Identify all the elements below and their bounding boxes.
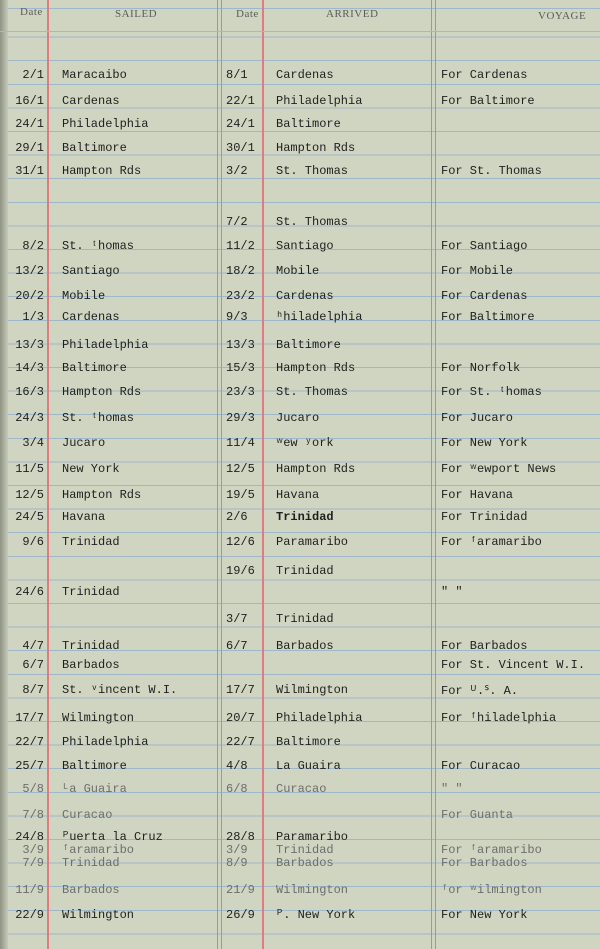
header-sailed: SAILED (115, 8, 158, 20)
voyage-note: For Mobile (441, 264, 514, 278)
arrived-port: Mobile (276, 264, 320, 278)
sailed-date: 5/8 (22, 782, 44, 796)
sailed-date: 24/5 (15, 510, 44, 524)
arrived-date: 23/3 (226, 385, 255, 399)
arrived-date: 21/9 (226, 883, 255, 897)
header-date-sailed: Date (20, 6, 43, 18)
sailed-date: 11/9 (15, 883, 44, 897)
arrived-date: 20/7 (226, 711, 255, 725)
arrived-port: ᴾ. New York (276, 908, 356, 922)
sailed-date: 4/7 (22, 639, 44, 653)
rule-before-voyage-b (435, 0, 436, 949)
arrived-date: 4/8 (226, 759, 248, 773)
arrived-date: 12/5 (226, 462, 255, 476)
sailed-port: Baltimore (62, 141, 127, 155)
sailed-port: St. ᵗhomas (62, 411, 135, 425)
voyage-note: For ᶠaramaribo (441, 843, 542, 857)
sailed-port: Baltimore (62, 759, 127, 773)
arrived-port: Wilmington (276, 683, 349, 697)
sailed-date: 22/7 (15, 735, 44, 749)
arrived-date: 19/6 (226, 564, 255, 578)
sailed-date: 13/3 (15, 338, 44, 352)
arrived-port: Baltimore (276, 117, 341, 131)
sailed-port: Hampton Rds (62, 164, 142, 178)
sailed-port: Trinidad (62, 585, 120, 599)
arrived-date: 6/8 (226, 782, 248, 796)
sailed-date: 2/1 (22, 68, 44, 82)
voyage-note: For Havana (441, 488, 514, 502)
rule-after-date2 (262, 0, 264, 949)
arrived-date: 19/5 (226, 488, 255, 502)
sailed-date: 11/5 (15, 462, 44, 476)
sailed-port: Wilmington (62, 711, 135, 725)
sailed-port: ᶠaramaribo (62, 843, 135, 857)
arrived-port: Baltimore (276, 338, 341, 352)
header-arrived: ARRIVED (326, 8, 379, 20)
sailed-port: Trinidad (62, 856, 120, 870)
voyage-note: " " (441, 585, 463, 599)
sailed-port: Philadelphia (62, 338, 149, 352)
voyage-note: For Jucaro (441, 411, 514, 425)
arrived-port: Cardenas (276, 289, 334, 303)
arrived-date: 3/2 (226, 164, 248, 178)
voyage-note: For Baltimore (441, 94, 535, 108)
header-voyage: VOYAGE (538, 10, 587, 22)
sailed-port: ᴾuerta la Cruz (62, 830, 163, 844)
voyage-note: ᶠor ʷilmington (441, 883, 542, 897)
voyage-note: " " (441, 782, 463, 796)
sailed-port: New York (62, 462, 120, 476)
arrived-date: 24/1 (226, 117, 255, 131)
sailed-port: Trinidad (62, 535, 120, 549)
sailed-port: Philadelphia (62, 735, 149, 749)
voyage-note: For Norfolk (441, 361, 521, 375)
arrived-date: 12/6 (226, 535, 255, 549)
sailed-port: Mobile (62, 289, 106, 303)
arrived-port: Trinidad (276, 564, 334, 578)
voyage-note: For Curacao (441, 759, 521, 773)
arrived-port: Havana (276, 488, 320, 502)
sailed-port: Curacao (62, 808, 113, 822)
voyage-note: For ᶠaramaribo (441, 535, 542, 549)
voyage-note: For Santiago (441, 239, 528, 253)
sailed-port: Santiago (62, 264, 120, 278)
sailed-date: 17/7 (15, 711, 44, 725)
sailed-date: 24/1 (15, 117, 44, 131)
sailed-port: Havana (62, 510, 106, 524)
voyage-note: For Barbados (441, 639, 528, 653)
sailed-date: 3/4 (22, 436, 44, 450)
voyage-note: For Baltimore (441, 310, 535, 324)
sailed-date: 24/6 (15, 585, 44, 599)
sailed-date: 3/9 (22, 843, 44, 857)
arrived-port: Cardenas (276, 68, 334, 82)
arrived-date: 11/2 (226, 239, 255, 253)
arrived-port: St. Thomas (276, 164, 349, 178)
sailed-date: 25/7 (15, 759, 44, 773)
sailed-port: Cardenas (62, 310, 120, 324)
arrived-port: Hampton Rds (276, 141, 356, 155)
sailed-port: Hampton Rds (62, 488, 142, 502)
voyage-note: For Trinidad (441, 510, 528, 524)
arrived-port: Santiago (276, 239, 334, 253)
arrived-date: 7/2 (226, 215, 248, 229)
sailed-date: 8/2 (22, 239, 44, 253)
sailed-date: 7/9 (22, 856, 44, 870)
sailed-date: 14/3 (15, 361, 44, 375)
sailed-date: 16/1 (15, 94, 44, 108)
voyage-note: For St. Thomas (441, 164, 542, 178)
sailed-date: 13/2 (15, 264, 44, 278)
arrived-port: Trinidad (276, 843, 334, 857)
voyage-note: For ᶠhiladelphia (441, 711, 557, 725)
rule-before-date2-b (221, 0, 222, 949)
arrived-port: Trinidad (276, 612, 334, 626)
arrived-date: 22/7 (226, 735, 255, 749)
sailed-date: 22/9 (15, 908, 44, 922)
arrived-port: Curacao (276, 782, 327, 796)
sailed-port: Barbados (62, 883, 120, 897)
arrived-date: 22/1 (226, 94, 255, 108)
sailed-port: Trinidad (62, 639, 120, 653)
arrived-port: Jucaro (276, 411, 320, 425)
arrived-date: 15/3 (226, 361, 255, 375)
sailed-port: Baltimore (62, 361, 127, 375)
arrived-date: 30/1 (226, 141, 255, 155)
sailed-port: Maracaibo (62, 68, 127, 82)
arrived-port: Barbados (276, 856, 334, 870)
header-date-arrived: Date (236, 8, 259, 20)
sailed-port: St. ᵛincent W.I. (62, 683, 178, 697)
arrived-date: 8/1 (226, 68, 248, 82)
sailed-port: Philadelphia (62, 117, 149, 131)
arrived-port: La Guaira (276, 759, 341, 773)
sailed-date: 24/8 (15, 830, 44, 844)
voyage-note: For ᵁ.ᔆ. A. (441, 684, 519, 698)
sailed-date: 20/2 (15, 289, 44, 303)
arrived-port: Barbados (276, 639, 334, 653)
arrived-date: 9/3 (226, 310, 248, 324)
sailed-port: Barbados (62, 658, 120, 672)
voyage-note: For St. Vincent W.I. (441, 658, 586, 672)
arrived-date: 26/9 (226, 908, 255, 922)
sailed-date: 16/3 (15, 385, 44, 399)
arrived-port: ʷew ʸork (276, 436, 334, 450)
voyage-note: For Barbados (441, 856, 528, 870)
sailed-date: 31/1 (15, 164, 44, 178)
rule-before-date2-a (217, 0, 218, 949)
sailed-port: Cardenas (62, 94, 120, 108)
header-rule (0, 31, 600, 32)
arrived-date: 28/8 (226, 830, 255, 844)
arrived-date: 6/7 (226, 639, 248, 653)
sailed-port: ᴸa Guaira (62, 782, 127, 796)
arrived-port: ʰhiladelphia (276, 310, 363, 324)
voyage-note: For Cardenas (441, 68, 528, 82)
sailed-date: 1/3 (22, 310, 44, 324)
sailed-port: Jucaro (62, 436, 106, 450)
arrived-date: 8/9 (226, 856, 248, 870)
voyage-note: For St. ᵗhomas (441, 385, 542, 399)
sailed-port: St. ᵗhomas (62, 239, 135, 253)
arrived-port: Trinidad (276, 510, 334, 524)
arrived-port: St. Thomas (276, 385, 349, 399)
arrived-date: 23/2 (226, 289, 255, 303)
arrived-port: Hampton Rds (276, 462, 356, 476)
voyage-note: For New York (441, 908, 528, 922)
arrived-date: 17/7 (226, 683, 255, 697)
arrived-date: 11/4 (226, 436, 255, 450)
arrived-port: St. Thomas (276, 215, 349, 229)
sailed-date: 29/1 (15, 141, 44, 155)
sailed-port: Hampton Rds (62, 385, 142, 399)
sailed-date: 12/5 (15, 488, 44, 502)
arrived-date: 3/7 (226, 612, 248, 626)
rule-after-date1 (47, 0, 49, 949)
arrived-date: 18/2 (226, 264, 255, 278)
rule-before-voyage-a (431, 0, 432, 949)
voyage-note: For ʷewport News (441, 462, 557, 476)
arrived-date: 29/3 (226, 411, 255, 425)
arrived-date: 3/9 (226, 843, 248, 857)
sailed-port: Wilmington (62, 908, 135, 922)
sailed-date: 24/3 (15, 411, 44, 425)
arrived-port: Paramaribo (276, 830, 349, 844)
arrived-port: Baltimore (276, 735, 341, 749)
sailed-date: 9/6 (22, 535, 44, 549)
voyage-note: For New York (441, 436, 528, 450)
sailed-date: 7/8 (22, 808, 44, 822)
arrived-port: Philadelphia (276, 711, 363, 725)
arrived-port: Paramaribo (276, 535, 349, 549)
voyage-note: For Guanta (441, 808, 514, 822)
arrived-date: 13/3 (226, 338, 255, 352)
arrived-port: Wilmington (276, 883, 349, 897)
arrived-date: 2/6 (226, 510, 248, 524)
arrived-port: Philadelphia (276, 94, 363, 108)
sailed-date: 6/7 (22, 658, 44, 672)
voyage-note: For Cardenas (441, 289, 528, 303)
sailed-date: 8/7 (22, 683, 44, 697)
arrived-port: Hampton Rds (276, 361, 356, 375)
